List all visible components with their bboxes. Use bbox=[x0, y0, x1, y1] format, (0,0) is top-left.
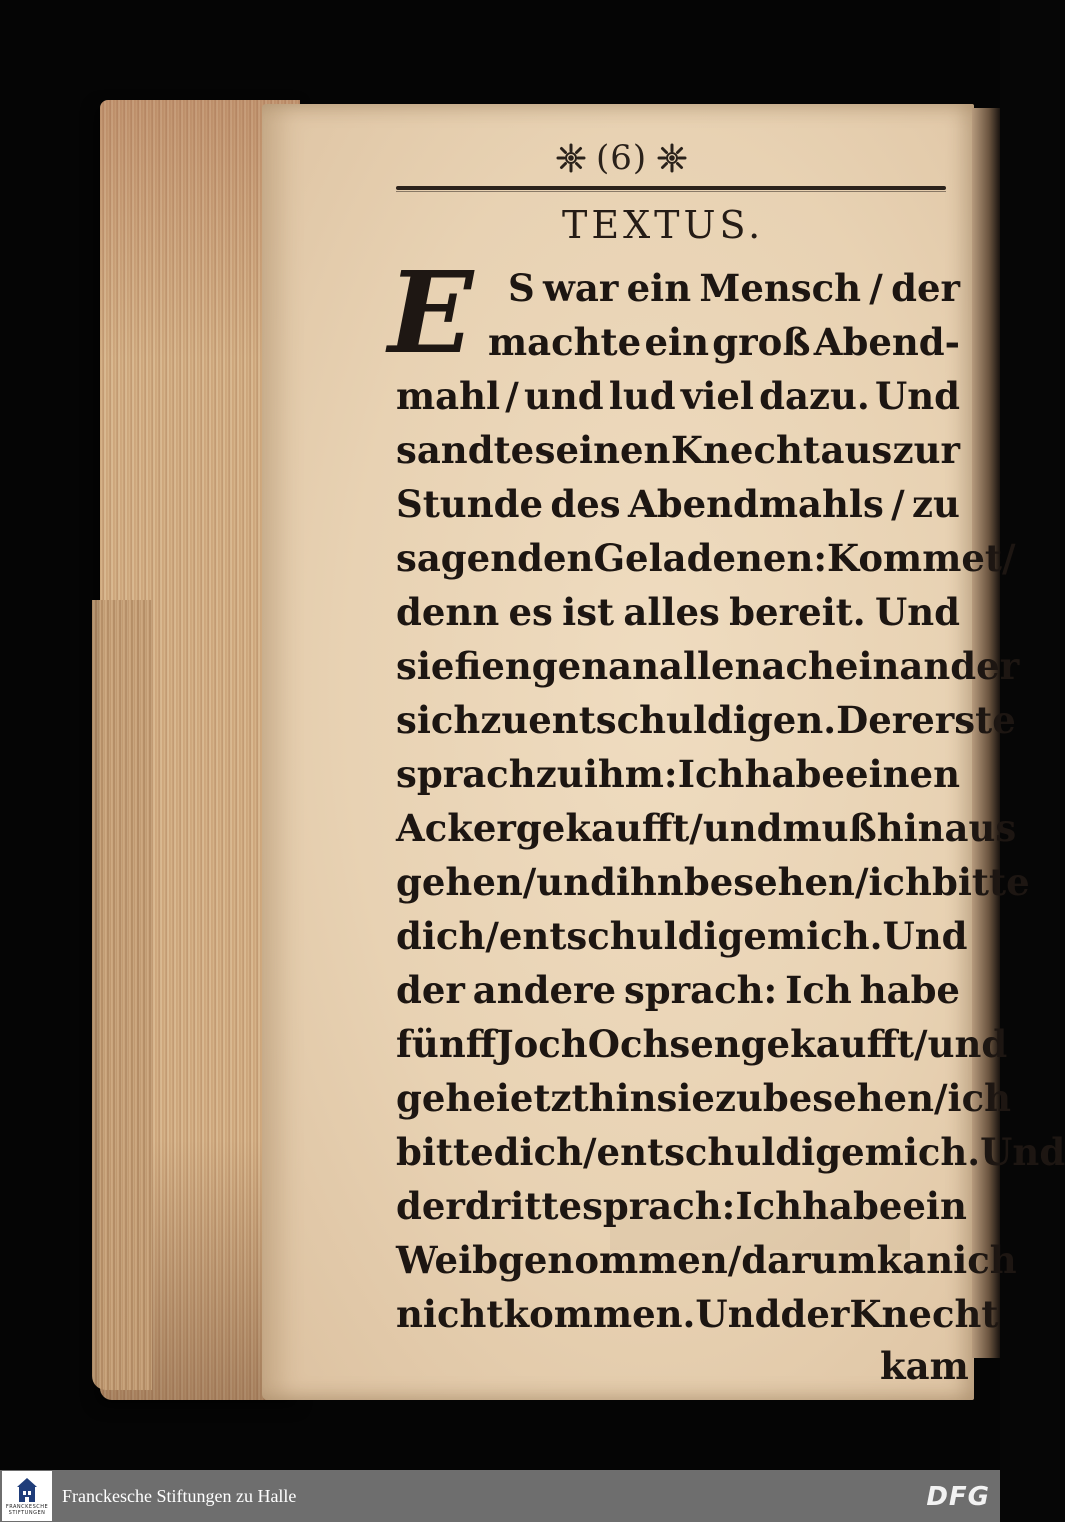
text-line: gehen/ und ihn besehen/ ich bitte bbox=[396, 860, 1030, 904]
text-line: sie fiengen an alle nach einander bbox=[396, 644, 1020, 688]
text-line: mahl / und lud viel dazu. Und bbox=[396, 374, 960, 418]
logo-text: FRANCKESCHE STIFTUNGEN bbox=[5, 1504, 49, 1516]
text-line: sprach zu ihm: Ich habe einen bbox=[396, 752, 960, 796]
text-line: bitte dich/ entschuldige mich. Und bbox=[396, 1130, 1065, 1174]
text-line: nicht kommen. Und der Knecht bbox=[396, 1292, 999, 1336]
institution-name[interactable]: Franckesche Stiftungen zu Halle bbox=[62, 1485, 297, 1506]
book-fore-edge bbox=[92, 600, 152, 1390]
text-line: machte ein groß Abend- bbox=[488, 320, 960, 364]
institution-logo[interactable] bbox=[2, 1471, 52, 1521]
text-line: gehe ietzt hin sie zu besehen / ich bbox=[396, 1076, 1012, 1120]
text-line: dich / entschuldige mich. Und bbox=[396, 914, 968, 958]
text-line: S war ein Mensch / der bbox=[508, 266, 960, 310]
dfg-logo[interactable]: DFG bbox=[926, 1482, 990, 1512]
viewer-footer bbox=[0, 1470, 1000, 1522]
header-rule bbox=[396, 186, 946, 190]
flower-ornament-icon bbox=[657, 143, 687, 173]
text-line: sagen den Geladenen: Kommet/ bbox=[396, 536, 1016, 580]
catchword: kam bbox=[880, 1344, 969, 1388]
page-number: (6) bbox=[596, 138, 648, 178]
text-line: sich zu entschuldigen. Der erste bbox=[396, 698, 1016, 742]
text-line: Stunde des Abendmahls / zu bbox=[396, 482, 960, 526]
building-icon bbox=[16, 1476, 38, 1504]
text-line: denn es ist alles bereit. Und bbox=[396, 590, 960, 634]
section-heading: TEXTUS. bbox=[562, 203, 765, 247]
text-line: sandte seinen Knecht aus zur bbox=[396, 428, 960, 472]
flower-ornament-icon bbox=[556, 143, 586, 173]
text-line: Acker gekaufft/ und muß hinaus bbox=[396, 806, 1017, 850]
page-header bbox=[556, 138, 687, 178]
text-line: fünff Joch Ochsen gekaufft / und bbox=[396, 1022, 1008, 1066]
text-line: Weib genommen/ darum kan ich bbox=[396, 1238, 1017, 1282]
text-line: der andere sprach: Ich habe bbox=[396, 968, 960, 1012]
drop-cap: E bbox=[388, 248, 474, 379]
header-rule-shadow bbox=[396, 191, 946, 192]
text-line: der dritte sprach: Ich habe ein bbox=[396, 1184, 967, 1228]
